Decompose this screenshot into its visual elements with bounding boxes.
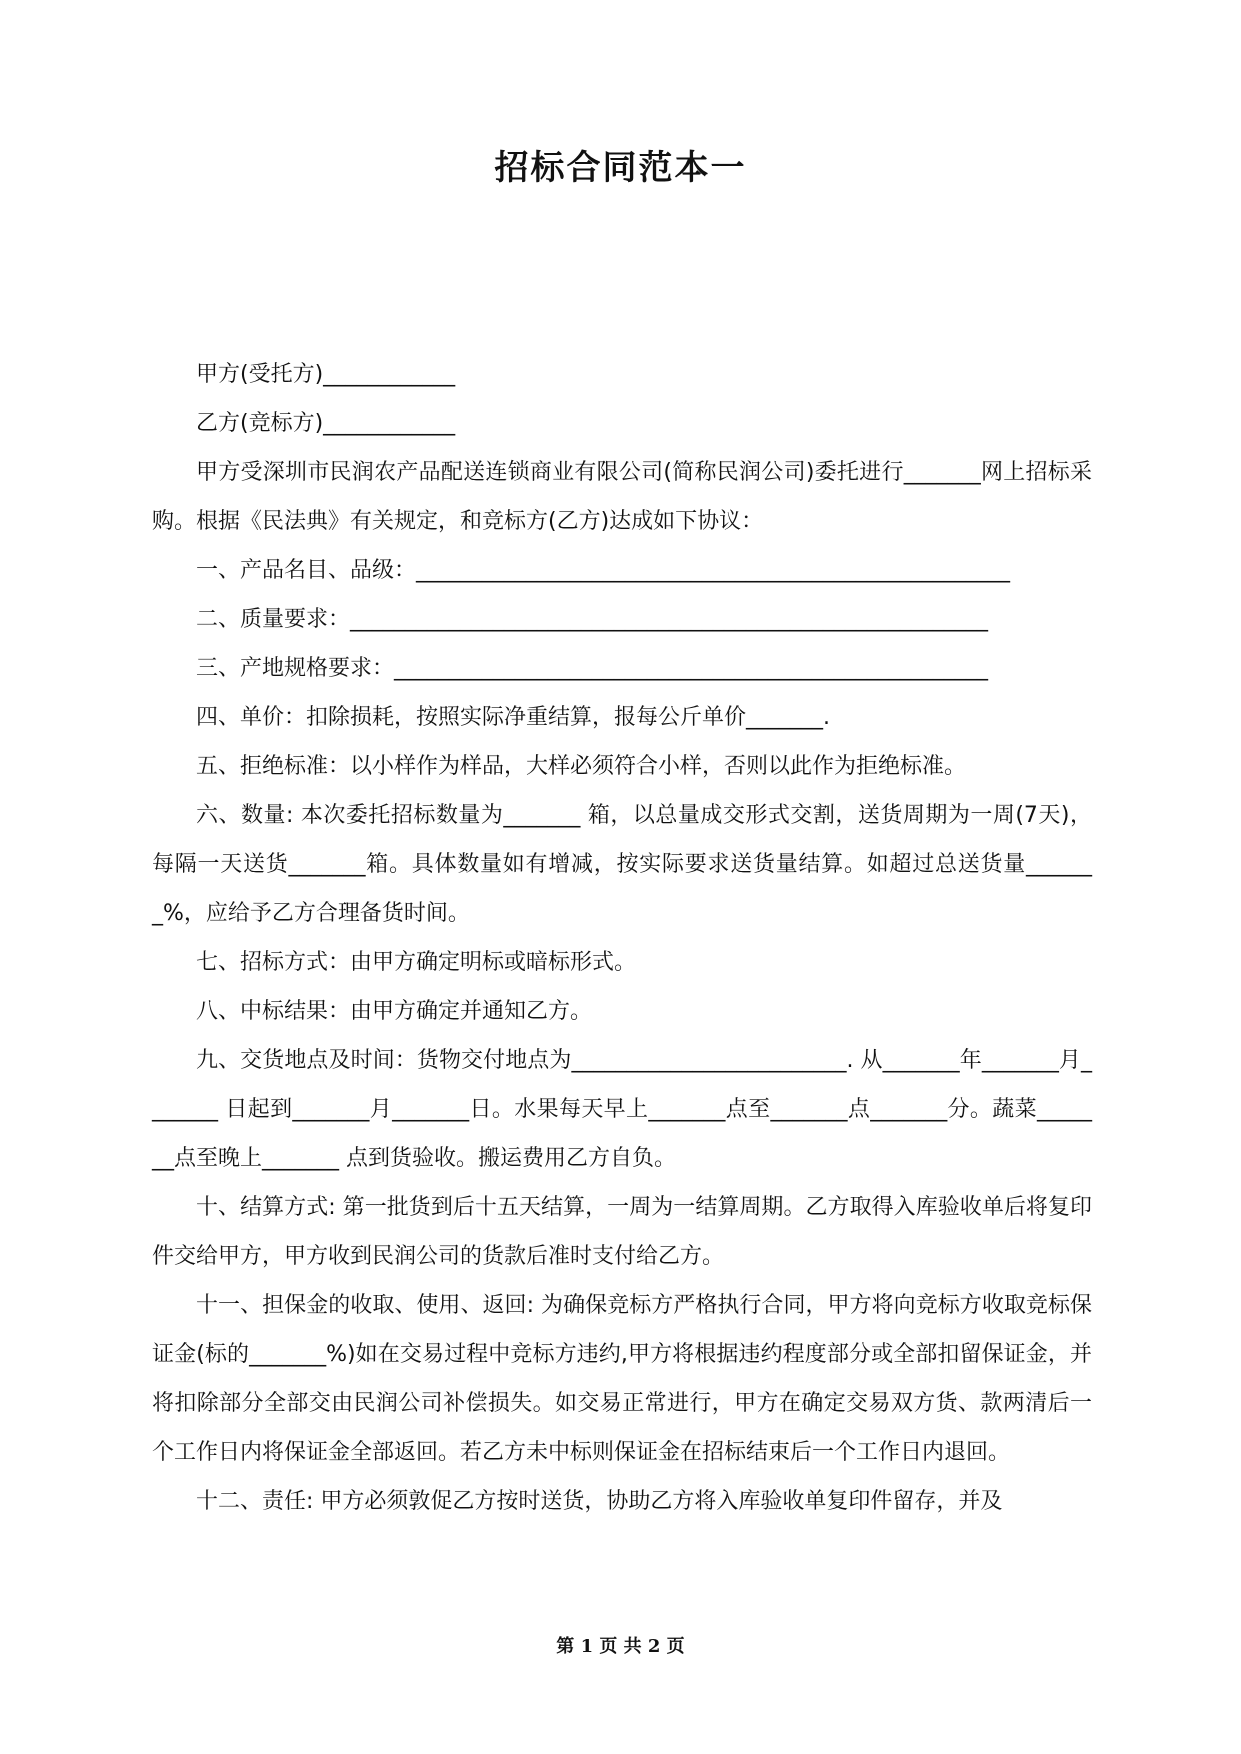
page-number-footer: 第 1 页 共 2 页 bbox=[556, 1636, 685, 1657]
document-body bbox=[152, 350, 1092, 1526]
paragraph-party-a: 甲方(受托方)____________ bbox=[196, 362, 456, 387]
paragraph-clause-5: 五、拒绝标准：以小样作为样品，大样必须符合小样，否则以此作为拒绝标准。 bbox=[196, 754, 967, 779]
paragraph-clause-4: 四、单价：扣除损耗，按照实际净重结算，报每公斤单价_______. bbox=[196, 705, 830, 730]
paragraph-clause-7: 七、招标方式：由甲方确定明标或暗标形式。 bbox=[196, 950, 637, 975]
paragraph-clause-12: 十二、责任: 甲方必须敦促乙方按时送货，协助乙方将入库验收单复印件留存，并及 bbox=[196, 1489, 1003, 1514]
paragraph-clause-9: 九、交货地点及时间：货物交付地点为_________________________. 从_______年_______月_______ 日起到_______月_______日。水果每天早上_______点至_______点_______分。蔬菜_______点至晚上_______ 点到货验收。搬运费用乙方自负。 bbox=[152, 1048, 1092, 1171]
paragraph-clause-11: 十一、担保金的收取、使用、返回: 为确保竞标方严格执行合同，甲方将向竞标方收取竞标保证金(标的_______%)如在交易过程中竞标方违约,甲方将根据违约程度部分或全部扣留保证金，并将扣除部分全部交由民润公司补偿损失。如交易正常进行，甲方在确定交易双方货、款两清后一个工作日内将保证金全部返回。若乙方未中标则保证金在招标结束后一个工作日内退回。 bbox=[152, 1293, 1092, 1465]
document-title: 招标合同范本一 bbox=[494, 148, 747, 188]
paragraph-preamble: 甲方受深圳市民润农产品配送连锁商业有限公司(简称民润公司)委托进行_______网上招标采购。根据《民法典》有关规定，和竞标方(乙方)达成如下协议： bbox=[152, 460, 1092, 534]
paragraph-clause-8: 八、中标结果：由甲方确定并通知乙方。 bbox=[196, 999, 593, 1024]
paragraph-clause-3: 三、产地规格要求：______________________________________________________ bbox=[196, 656, 989, 681]
paragraph-party-b: 乙方(竞标方)____________ bbox=[196, 411, 456, 436]
paragraph-clause-1: 一、产品名目、品级：______________________________________________________ bbox=[196, 558, 1011, 583]
paragraph-clause-2: 二、质量要求：__________________________________________________________ bbox=[196, 607, 989, 632]
paragraph-clause-6: 六、数量: 本次委托招标数量为_______ 箱，以总量成交形式交割，送货周期为一周(7天)，每隔一天送货_______箱。具体数量如有增减，按实际要求送货量结算。如超过总送货量_______%，应给予乙方合理备货时间。 bbox=[152, 803, 1092, 926]
paragraph-clause-10: 十、结算方式: 第一批货到后十五天结算，一周为一结算周期。乙方取得入库验收单后将复印件交给甲方，甲方收到民润公司的货款后准时支付给乙方。 bbox=[152, 1195, 1092, 1269]
